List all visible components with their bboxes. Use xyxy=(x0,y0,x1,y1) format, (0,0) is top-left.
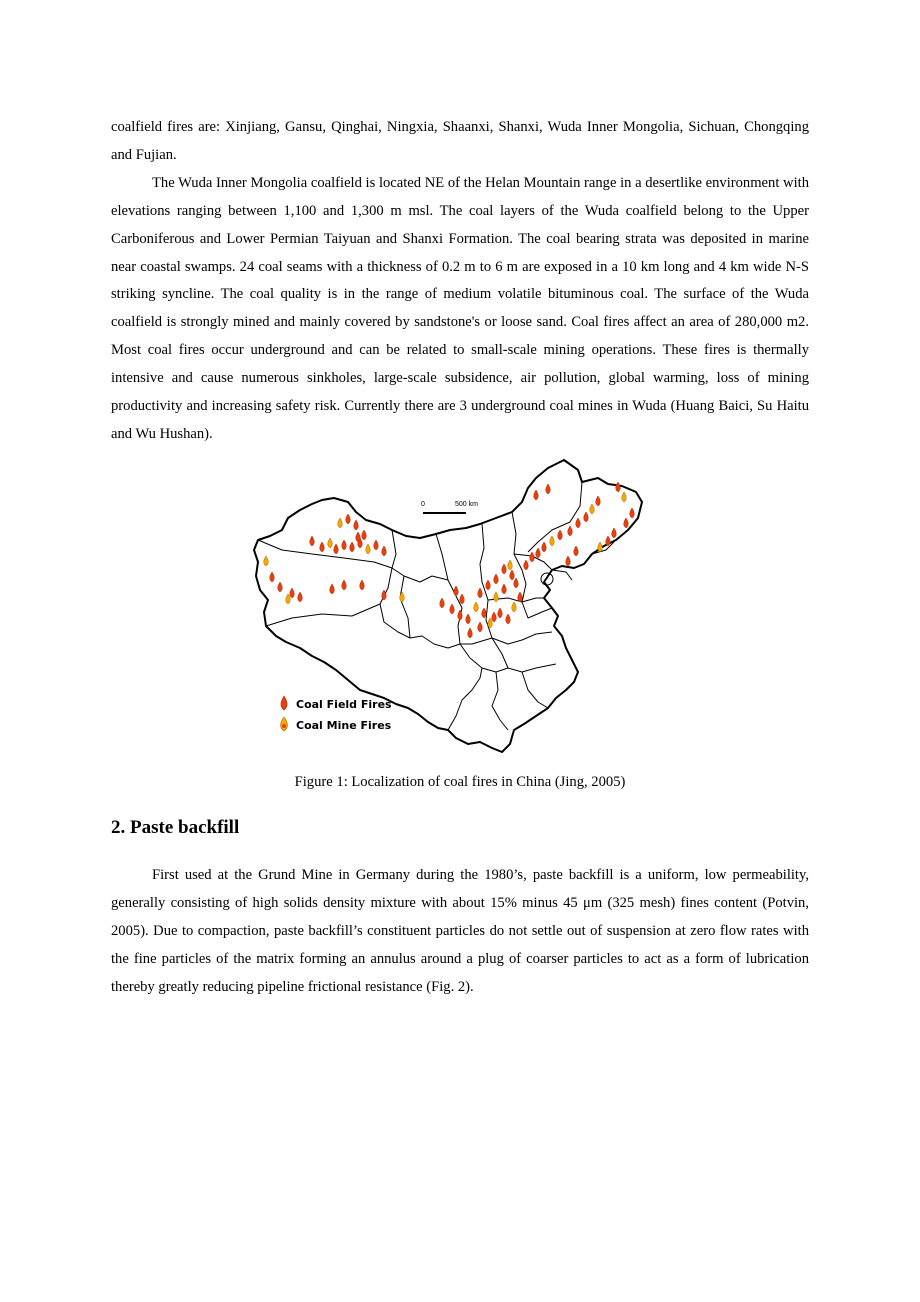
coal-field-fire-marker xyxy=(506,614,511,624)
china-map xyxy=(252,458,652,756)
coal-field-fire-marker xyxy=(310,536,315,546)
coal-field-fire-marker xyxy=(624,518,629,528)
legend-label-coal-mine-fires: Coal Mine Fires xyxy=(296,718,392,732)
coal-field-fire-marker xyxy=(342,540,347,550)
coal-field-fire-marker xyxy=(486,580,491,590)
coal-field-fire-marker xyxy=(440,598,445,608)
scale-start-label: 0 xyxy=(421,500,425,508)
document-page xyxy=(111,114,809,1001)
coal-mine-fire-marker xyxy=(622,492,627,502)
coal-field-fire-marker xyxy=(460,594,465,604)
coal-field-fire-marker xyxy=(542,542,547,552)
coal-mine-fire-marker xyxy=(474,602,479,612)
coal-field-fire-marker xyxy=(382,590,387,600)
coal-mine-fire-marker xyxy=(512,602,517,612)
coal-field-fire-marker xyxy=(574,546,579,556)
coal-field-fire-marker xyxy=(320,542,325,552)
coal-field-fire-marker xyxy=(546,484,551,494)
coal-field-fire-marker xyxy=(270,572,275,582)
coal-field-fire-marker xyxy=(466,614,471,624)
coal-field-fire-marker xyxy=(360,580,365,590)
section-heading: 2. Paste backfill xyxy=(111,816,240,838)
coal-field-fire-marker xyxy=(568,526,573,536)
coal-field-fire-marker xyxy=(374,540,379,550)
coal-field-fire-marker xyxy=(630,508,635,518)
figure-caption: Figure 1: Localization of coal fires in China (Jing, 2005) xyxy=(294,773,626,790)
coal-mine-fire-marker xyxy=(508,560,513,570)
coal-field-fire-marker xyxy=(566,556,571,566)
paragraph-wuda-coalfield: The Wuda Inner Mongolia coalfield is located NE of the Helan Mountain range in a desertlike environment with elevations ranging between 1,100 and 1,300 m msl. The coal layers of the Wuda coalfield belong to the Upper Carboniferous and Lower Permian Taiyuan and Shanxi Formation. The coal bearing strata was deposited in marine near coastal swamps. 24 coal seams with a thickness of 0.2 m to 6 m are exposed in a 10 km long and 4 km wide N-S striking syncline. The coal quality is in the range of medium volatile bituminous coal. The surface of the Wuda coalfield is strongly mined and mainly covered by sandstone's or loose sand. Coal fires affect an area of 280,000 m2. Most coal fires occur underground and can be related to small-scale mining operations. These fires is thermally intensive and cause numerous sinkholes, large-scale subsidence, air pollution, global warming, loss of mining productivity and increasing safety risk. Currently there are 3 underground coal mines in Wuda (Huang Baici, Su Haitu and Wu Hushan). xyxy=(111,174,809,442)
coal-mine-fire-marker xyxy=(598,542,603,552)
scale-bar xyxy=(421,501,478,513)
coal-mine-fire-marker xyxy=(328,538,333,548)
paragraph-coalfield-list: coalfield fires are: Xinjiang, Gansu, Qinghai, Ningxia, Shaanxi, Shanxi, Wuda Inner Mongolia, Sichuan, Chongqing and Fujian. xyxy=(111,119,809,163)
coal-field-fire-marker xyxy=(502,584,507,594)
coal-mine-fire-marker xyxy=(338,518,343,528)
coal-mine-fire-marker xyxy=(590,504,595,514)
coal-field-fire-marker xyxy=(498,608,503,618)
coal-field-fire-marker xyxy=(468,628,473,638)
coal-field-fire-marker xyxy=(298,592,303,602)
coal-field-fire-marker xyxy=(334,544,339,554)
coal-field-fire-marker xyxy=(478,622,483,632)
coal-field-fire-marker xyxy=(278,582,283,592)
flame-icon xyxy=(281,696,287,710)
coal-mine-fire-marker xyxy=(286,594,291,604)
coal-field-fire-marker xyxy=(534,490,539,500)
figure-china-coal-fires-map xyxy=(111,458,809,770)
coal-mine-fire-marker xyxy=(264,556,269,566)
coal-field-fire-marker xyxy=(584,512,589,522)
coal-field-fire-marker xyxy=(536,548,541,558)
coal-field-fire-marker xyxy=(478,588,483,598)
coal-field-fire-marker xyxy=(450,604,455,614)
map-legend xyxy=(281,696,392,732)
coal-field-fire-marker xyxy=(346,514,351,524)
coal-field-fire-marker xyxy=(576,518,581,528)
coal-field-fire-marker xyxy=(612,528,617,538)
coal-mine-fire-marker xyxy=(366,544,371,554)
coal-field-fire-marker xyxy=(482,608,487,618)
coal-field-fire-marker xyxy=(350,542,355,552)
coal-mine-fire-marker xyxy=(488,618,493,628)
coal-field-fire-marker xyxy=(290,588,295,598)
coal-field-fire-marker xyxy=(356,532,361,542)
coal-field-fire-marker xyxy=(510,570,515,580)
coal-mine-fire-marker xyxy=(550,536,555,546)
coal-field-fire-marker xyxy=(606,536,611,546)
coal-field-fire-marker xyxy=(492,612,497,622)
coal-field-fire-marker xyxy=(330,584,335,594)
coal-field-fire-marker xyxy=(454,586,459,596)
paragraph-paste-backfill: First used at the Grund Mine in Germany during the 1980’s, paste backfill is a uniform, low permeability, generally consisting of high solids density mixture with about 15% minus 45 μm (325 mesh) fines content (Potvin, 2005). Due to compaction, paste backfill’s constituent particles do not settle out of suspension at zero flow rates with the fine particles of the matrix forming an annulus around a plug of coarser particles to act as a form of lubrication thereby greatly reducing pipeline frictional resistance (Fig. 2). xyxy=(111,866,809,995)
coal-field-fire-marker xyxy=(596,496,601,506)
coal-field-fire-marker xyxy=(494,574,499,584)
legend-label-coal-field-fires: Coal Field Fires xyxy=(296,697,392,711)
coal-field-fire-marker xyxy=(616,482,621,492)
coal-mine-fire-marker xyxy=(494,592,499,602)
coal-field-fire-marker xyxy=(514,578,519,588)
coal-field-fire-marker xyxy=(530,552,535,562)
coal-field-fire-marker xyxy=(354,520,359,530)
coal-field-fire-marker xyxy=(518,592,523,602)
coal-field-fire-marker xyxy=(382,546,387,556)
coal-field-fire-marker xyxy=(558,530,563,540)
coal-field-fire-marker xyxy=(342,580,347,590)
scale-end-label: 500 km xyxy=(455,500,478,508)
coal-field-fire-marker xyxy=(524,560,529,570)
coal-field-fire-marker xyxy=(362,530,367,540)
coal-field-fire-marker xyxy=(502,564,507,574)
